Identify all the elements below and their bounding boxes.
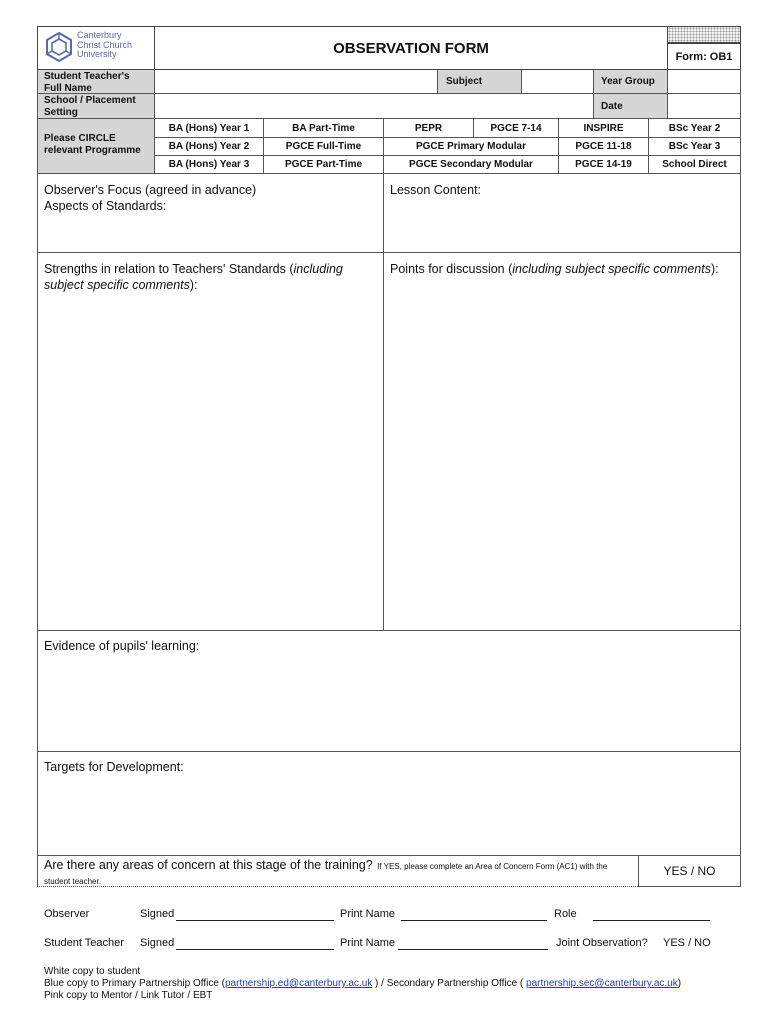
programme-option[interactable] — [559, 156, 649, 174]
observer-role-label: Role — [554, 908, 577, 920]
concern-question: Are there any areas of concern at this stage of the training? — [44, 858, 373, 872]
concern-answer-cell[interactable] — [638, 856, 741, 887]
student-name-label: Student Teacher's Full Name — [44, 71, 130, 94]
programme-option-label: PGCE 7-14 — [490, 122, 542, 134]
strengths-heading-italic: including subject specific comments — [44, 262, 343, 292]
blue-copy-note — [44, 978, 744, 990]
standards-heading: Aspects of Standards: — [44, 199, 167, 213]
programme-option[interactable] — [154, 156, 264, 174]
programme-option[interactable] — [384, 138, 559, 156]
observer-print-name-label: Print Name — [340, 908, 396, 920]
date-label-cell — [594, 94, 668, 119]
programme-option-label: BA (Hons) Year 1 — [168, 122, 250, 134]
programme-option[interactable] — [264, 138, 384, 156]
programme-option-label: BSc Year 2 — [668, 122, 721, 134]
concern-question-cell — [37, 856, 638, 887]
programme-option[interactable] — [264, 156, 384, 174]
evidence-box[interactable] — [37, 631, 741, 752]
observer-role-line[interactable] — [593, 909, 710, 921]
programme-option[interactable] — [264, 119, 384, 138]
date-label: Date — [601, 101, 623, 112]
programme-label: Please CIRCLE relevant Programme — [44, 133, 141, 156]
distribution-notes — [44, 966, 744, 1002]
form-code-dotted-cell — [668, 26, 741, 43]
school-field[interactable] — [154, 94, 594, 119]
programme-option[interactable] — [384, 119, 474, 138]
programme-option[interactable] — [474, 119, 559, 138]
student-signature-row — [44, 937, 734, 953]
programme-option-label: PGCE Part-Time — [284, 159, 363, 170]
programme-option-label: PGCE 14-19 — [575, 159, 632, 170]
title-cell — [154, 26, 668, 70]
programme-option-label: BA Part-Time — [292, 122, 355, 134]
programme-option[interactable] — [559, 119, 649, 138]
programme-label-cell — [37, 119, 154, 174]
programme-option-label: BA (Hons) Year 2 — [168, 141, 250, 152]
form-code: Form: OB1 — [675, 50, 733, 63]
subject-label-cell — [438, 70, 522, 94]
programme-option-label: BSc Year 3 — [668, 141, 721, 152]
student-print-name-label: Print Name — [340, 937, 396, 949]
observer-signature-line[interactable] — [176, 909, 334, 921]
programme-option[interactable] — [384, 156, 559, 174]
observer-print-name-line[interactable] — [401, 909, 547, 921]
date-field[interactable] — [668, 94, 741, 119]
programme-option[interactable] — [649, 156, 741, 174]
discussion-heading-text: Points for discussion ( — [390, 262, 513, 276]
pink-copy-note: Pink copy to Mentor / Link Tutor / EBT — [44, 990, 213, 1001]
year-group-label: Year Group — [601, 76, 655, 87]
observer-signature-row — [44, 908, 734, 924]
logo-line-3: University — [77, 49, 117, 59]
observer-label: Observer — [44, 908, 90, 920]
primary-partnership-email-link[interactable]: partnership.ed@canterbury.ac.uk — [225, 978, 373, 989]
student-print-name-line[interactable] — [398, 938, 548, 950]
lesson-content-box[interactable] — [384, 174, 741, 253]
joint-observation-label: Joint Observation? — [556, 937, 648, 949]
discussion-points-box[interactable] — [384, 253, 741, 631]
programme-option[interactable] — [154, 138, 264, 156]
discussion-heading — [390, 261, 734, 277]
observer-focus-box[interactable] — [37, 174, 384, 253]
observer-signed-label: Signed — [140, 908, 175, 920]
programme-option-label: PGCE Full-Time — [285, 141, 362, 152]
university-logo — [44, 31, 150, 65]
programme-option[interactable] — [559, 138, 649, 156]
school-label: School / Placement Setting — [44, 95, 136, 118]
student-signature-line[interactable] — [176, 938, 334, 950]
discussion-heading-suffix: ): — [710, 262, 719, 276]
strengths-heading — [44, 261, 377, 293]
logo-line-2: Christ Church — [77, 39, 133, 50]
year-group-field[interactable] — [668, 70, 741, 94]
student-teacher-label: Student Teacher — [44, 937, 124, 949]
university-crest-icon — [44, 31, 74, 63]
programme-option-label: BA (Hons) Year 3 — [168, 159, 250, 170]
discussion-heading-italic: including subject specific comments — [512, 262, 711, 276]
logo-line-1: Canterbury — [77, 30, 122, 40]
programme-option-label: School Direct — [662, 159, 727, 170]
form-code-cell — [668, 43, 741, 70]
white-copy-note: White copy to student — [44, 966, 141, 977]
page-title: OBSERVATION FORM — [333, 39, 489, 57]
secondary-partnership-email-link[interactable]: partnership.sec@canterbury.ac.uk — [526, 978, 678, 989]
targets-box[interactable] — [37, 752, 741, 856]
blue-copy-text: Blue copy to Primary Partnership Office ( — [44, 978, 225, 989]
subject-field[interactable] — [522, 70, 594, 94]
programme-option[interactable] — [154, 119, 264, 138]
subject-label: Subject — [446, 76, 483, 87]
programme-option-label: PGCE Primary Modular — [415, 141, 527, 152]
student-signed-label: Signed — [140, 937, 175, 949]
programme-option-label: PEPR — [414, 122, 443, 134]
blue-copy-text-2: ) / Secondary Partnership Office ( — [372, 978, 527, 989]
strengths-box[interactable] — [37, 253, 384, 631]
joint-observation-answer[interactable]: YES / NO — [663, 937, 711, 949]
strengths-heading-text: Strengths in relation to Teachers' Standards ( — [44, 262, 294, 276]
programme-option[interactable] — [649, 138, 741, 156]
lesson-content-heading: Lesson Content: — [390, 183, 482, 197]
programme-option-label: PGCE Secondary Modular — [409, 159, 533, 170]
concern-answer: YES / NO — [663, 864, 716, 878]
student-name-label-cell — [37, 70, 154, 94]
programme-option-label: INSPIRE — [583, 122, 624, 134]
school-label-cell — [37, 94, 154, 119]
evidence-heading: Evidence of pupils' learning: — [44, 639, 200, 653]
programme-option-label: PGCE 11-18 — [575, 141, 632, 152]
strengths-heading-suffix: ): — [189, 278, 198, 292]
concern-note: If YES, please complete an Area of Concern Form (AC1) with the student teacher. — [44, 862, 608, 886]
observer-focus-heading: Observer's Focus (agreed in advance) — [44, 183, 257, 197]
student-name-field[interactable] — [154, 70, 438, 94]
targets-heading: Targets for Development: — [44, 760, 184, 774]
year-group-label-cell — [594, 70, 668, 94]
blue-copy-text-3: ) — [677, 978, 682, 989]
programme-option[interactable] — [649, 119, 741, 138]
